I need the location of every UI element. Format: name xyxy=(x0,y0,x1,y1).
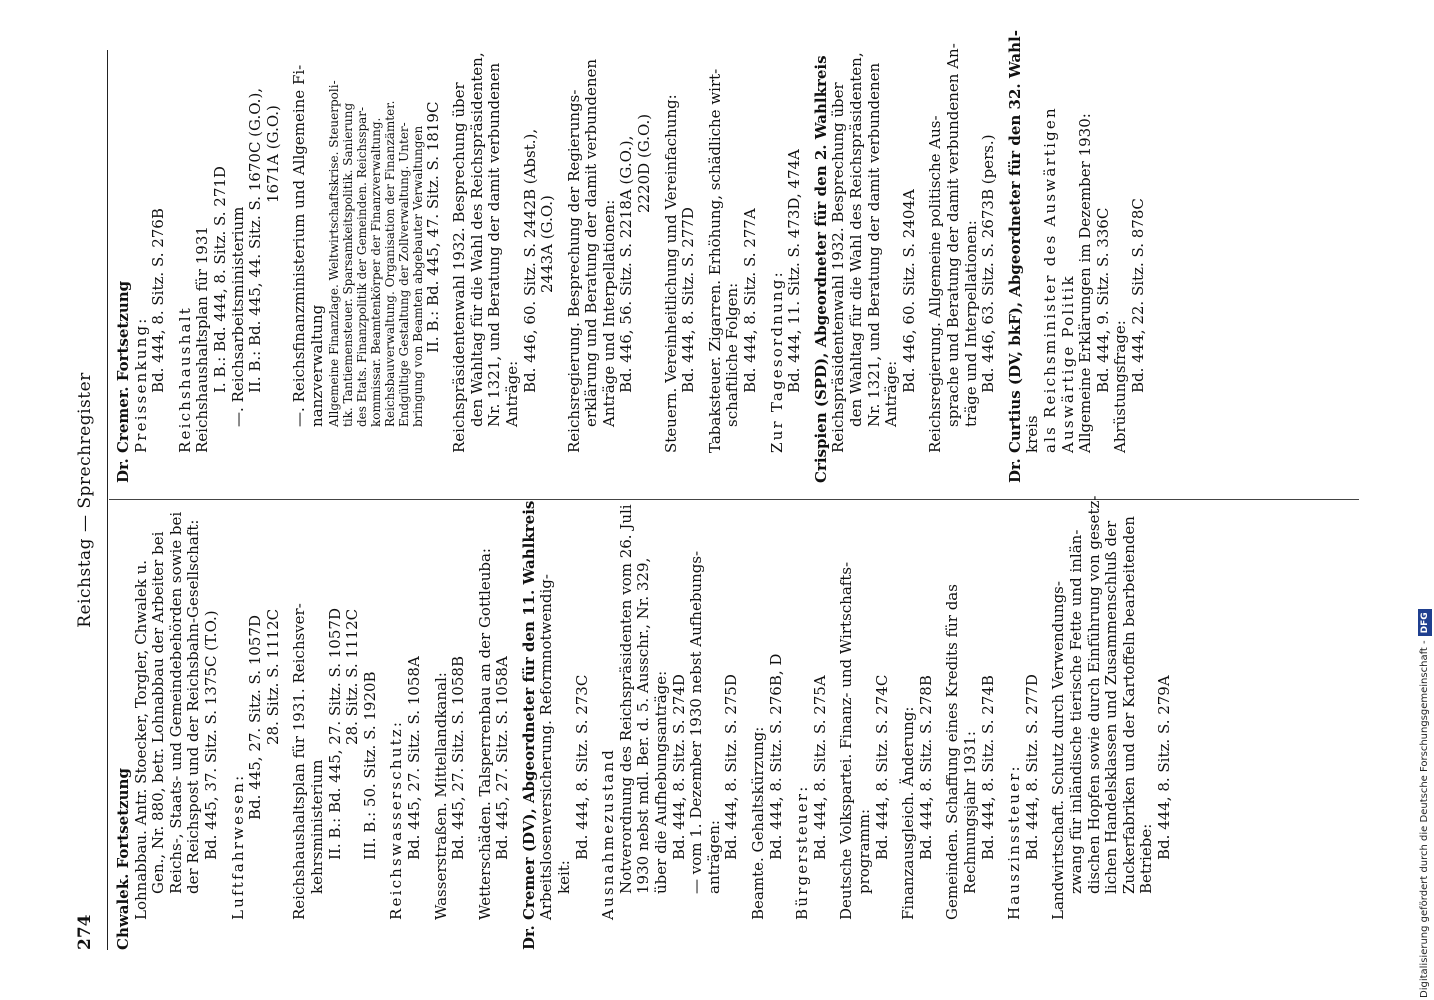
topic-line: Reichswasserschutz: xyxy=(387,719,406,920)
register-line: Betriebe: xyxy=(1137,823,1156,894)
register-line: kehrsministerium xyxy=(307,759,326,894)
topic-line: Tabaksteuer. Zigarren. Erhöhung, schädliche wirt- xyxy=(705,68,724,453)
register-line: keit: xyxy=(555,860,574,894)
topic-line: Arbeitslosenversicherung. Reformnotwendig- xyxy=(537,574,556,920)
topic-line: Beamte. Gehaltskürzung: xyxy=(749,726,767,920)
reference-line: Bd. 445, 37. Sitz. S. 1375C (T.O.) xyxy=(201,610,220,860)
reference-line: 28. Sitz. S. 1112C xyxy=(343,608,362,745)
topic-line: Reichspräsidentenwahl 1932. Besprechung über xyxy=(450,82,469,453)
register-line: anträgen: xyxy=(704,820,723,894)
reference-line: II. B.: Bd. 445, 44. Sitz. S. 1670C (G.O.), xyxy=(246,87,265,393)
topic-line: Wasserstraßen. Mittellandkanal: xyxy=(431,672,450,920)
reference-line: Bd. 444, 8. Sitz. S. 274D xyxy=(669,674,688,860)
topic-line: Bürgersteuer: xyxy=(793,784,812,920)
reference-line: Bd. 444, 8. Sitz. S. 278B xyxy=(916,675,935,860)
reference-line: Bd. 444, 11. Sitz. S. 473D, 474A xyxy=(785,149,804,393)
register-line: 1930 nebst mdl. Ber. d. 5. Ausschr., Nr. 329, xyxy=(634,557,653,894)
register-line: Zuckerfabriken und der Kartoffeln bearbeitenden xyxy=(1119,516,1138,894)
topic-line: Reichshaushalt xyxy=(175,306,194,453)
register-line: dischen Hopfen sowie durch Einführung von gesetz- xyxy=(1084,495,1103,894)
topic-line: Reichsregierung. Allgemeine politische Aus- xyxy=(926,115,945,453)
topic-line: Gemeinden. Schaffung eines Kredits für das xyxy=(943,584,962,920)
summary-line: kommissar. Beamtenkörper der Finanzverwaltung. xyxy=(368,117,383,427)
register-line: träge und Interpellationen: xyxy=(961,220,980,427)
speaker-heading: Dr. Cremer (DV), Abgeordneter für den 11. Wahlkreis xyxy=(519,500,538,950)
page-number: 274 xyxy=(75,914,95,950)
digitization-notice xyxy=(1418,8,1432,998)
reference-line: Bd. 444, 8. Sitz. S. 277D xyxy=(679,207,698,393)
left-column xyxy=(114,495,1182,950)
register-line: — vom 1. Dezember 1930 nebst Aufhebungs- xyxy=(687,550,706,894)
summary-line: Allgemeine Finanzlage. Weltwirtschaftskrise. Steuerpoli- xyxy=(326,80,341,427)
register-line: über die Aufhebungsanträge: xyxy=(652,670,671,894)
topic-line: Auswärtige Politik xyxy=(1058,274,1077,453)
register-line: zwang für inländische tierische Fette und inlän- xyxy=(1066,529,1085,894)
register-line: Anträge: xyxy=(502,360,521,427)
reference-line: Bd. 444, 8. Sitz. S. 273C xyxy=(572,674,591,860)
topic-line: Reichspräsidentenwahl 1932. Besprechung über xyxy=(829,82,848,453)
summary-line: Reichsbauverwaltung. Organisation der Finanzämter. xyxy=(382,100,397,427)
register-line: Nr. 1321, und Beratung der damit verbundenen xyxy=(864,62,883,427)
reference-line: Bd. 446, 60. Sitz. S. 2404A xyxy=(899,189,918,393)
topic-line: Zur Tagesordnung: xyxy=(767,270,786,453)
reference-line: 1671A (G.O.) xyxy=(263,105,282,203)
reference-line: Bd. 444, 8. Sitz. S. 279A xyxy=(1154,675,1173,860)
reference-line: Bd. 444, 8. Sitz. S. 275D xyxy=(722,674,741,860)
reference-line: Bd. 444, 9. Sitz. S. 336C xyxy=(1093,207,1112,393)
page-title: Reichstag — Sprechregister xyxy=(75,372,95,628)
register-line: —. Reichsfinanzministerium und Allgemeine Fi- xyxy=(290,64,309,427)
reference-line: Bd. 444, 8. Sitz. S. 277A xyxy=(741,208,760,393)
reference-line: II. B.: Bd. 445, 27. Sitz. S. 1057D xyxy=(325,608,344,860)
reference-line: 2443A (G.O.) xyxy=(538,195,557,293)
speaker-heading: Dr. Curtius (DV, bkF), Abgeordneter für den 32. Wahl- xyxy=(1005,30,1024,483)
reference-line: Bd. 445, 27. Sitz. S. 1057D xyxy=(246,615,265,820)
topic-line: als Reichsminister des Auswärtigen xyxy=(1040,106,1059,453)
register-line: Anträge und Interpellationen: xyxy=(599,199,618,427)
topic-line: Steuern. Vereinheitlichung und Vereinfachung: xyxy=(661,94,680,453)
reference-line: Bd. 444, 22. Sitz. S. 878C xyxy=(1128,198,1147,393)
reference-line: Bd. 444, 8. Sitz. S. 274B xyxy=(978,675,997,860)
running-head xyxy=(67,50,108,950)
register-line: sprache und Beratung der damit verbundenen An- xyxy=(943,43,962,427)
reference-line: Bd. 444, 8. Sitz. S. 275A xyxy=(810,675,829,860)
dfg-logo: DFG xyxy=(1418,609,1432,636)
reference-line: Bd. 446, 63. Sitz. S. 2673B (pers.) xyxy=(979,134,998,393)
reference-line: II. B.: Bd. 445, 47. Sitz. S. 1819C xyxy=(423,101,442,353)
rotated-register-page xyxy=(67,30,1367,950)
register-line: Gen., Nr. 880, betr. Lohnabbau der Arbeiter bei xyxy=(149,531,168,894)
summary-line: bringung von Beamten abgebauter Verwaltungen xyxy=(410,125,425,427)
reference-line: Bd. 445, 27. Sitz. S. 1058A xyxy=(493,656,512,860)
register-line: nanzverwaltung xyxy=(307,304,326,427)
register-line: lichen Handelsklassen und Zusammenschluß der xyxy=(1102,520,1121,894)
register-line: —. Reichsarbeitsministerium xyxy=(228,206,247,427)
topic-line: Ausnahmezustand xyxy=(599,747,618,920)
summary-line: des Etats. Finanzpolitik der Gemeinden. Reichsspar- xyxy=(354,106,369,427)
reference-line: I. B.: Bd. 444, 8. Sitz. S. 271D xyxy=(210,166,229,393)
right-column xyxy=(114,30,1157,483)
reference-line: Bd. 445, 27. Sitz. S. 1058B xyxy=(449,656,468,860)
reference-line: Bd. 444, 8. Sitz. S. 277D xyxy=(1022,674,1041,860)
register-line: erklärung und Beratung der damit verbundenen xyxy=(582,58,601,427)
topic-line: Reichshaushaltsplan für 1931. Reichsver- xyxy=(290,603,309,920)
reference-line: 2220D (G.O.) xyxy=(635,113,654,213)
topic-line: Landwirtschaft. Schutz durch Verwendungs- xyxy=(1049,581,1068,920)
register-line: Rechnungsjahr 1931: xyxy=(960,731,979,894)
reference-line: Bd. 445, 27. Sitz. S. 1058A xyxy=(404,656,423,860)
reference-line: III. B.: 50. Sitz. S. 1920B xyxy=(360,671,379,860)
register-line: Reichshaushaltsplan für 1931 xyxy=(193,226,212,453)
reference-line: 28. Sitz. S. 1112C xyxy=(263,608,282,745)
topic-line: Wetterschäden. Talsperrenbau an der Gottleuba: xyxy=(475,548,494,920)
register-line: Allgemeine Erklärungen im Dezember 1930: xyxy=(1076,113,1095,453)
register-line: Lohnabbau. Antr. Stoecker, Torgler, Chwalek u. xyxy=(131,559,150,920)
topic-line: Deutsche Volkspartei. Finanz- und Wirtschafts- xyxy=(837,561,856,920)
summary-line: tik. Tantiemensteuer. Sparsamkeitspolitik. Sanierung xyxy=(340,102,355,427)
speaker-heading: Dr. Cremer. Fortsetzung xyxy=(114,280,132,483)
register-line: Reichs-, Staats- und Gemeindebehörden sowie bei xyxy=(166,511,185,894)
speaker-heading: Crispien (SPD), Abgeordneter für den 2. Wahlkreis xyxy=(811,55,830,483)
reference-line: Bd. 444, 8. Sitz. S. 276B, D xyxy=(766,653,785,860)
column-divider xyxy=(109,499,1359,500)
topic-line: Luftfahrwesen: xyxy=(228,773,247,920)
reference-line: Bd. 446, 60. Sitz. S. 2442B (Abst.), xyxy=(520,128,539,393)
topic-line: Finanzausgleich. Änderung: xyxy=(899,706,918,920)
summary-line: Endgültige Gestaltung der Zollverwaltung. Unter- xyxy=(396,122,411,427)
topic-line: Hauszinssteuer: xyxy=(1005,764,1024,920)
reference-line: Bd. 444, 8. Sitz. S. 274C xyxy=(872,674,891,860)
register-line: schaftliche Folgen: xyxy=(723,282,742,427)
topic-line: Reichsregierung. Besprechung der Regierungs- xyxy=(564,89,583,453)
speaker-heading: Chwalek. Fortsetzung xyxy=(114,768,132,950)
register-line: der Reichspost und der Reichsbahn-Gesellschaft: xyxy=(184,519,203,894)
topic-line: Preissenkung: xyxy=(131,316,150,453)
register-line: Notverordnung des Reichspräsidenten vom 26. Juli xyxy=(616,504,635,894)
register-line: Nr. 1321, und Beratung der damit verbundenen xyxy=(485,62,504,427)
register-line: programm: xyxy=(854,808,873,894)
topic-line: Abrüstungsfrage: xyxy=(1111,320,1130,453)
register-line: Anträge: xyxy=(882,360,901,427)
register-line: kreis xyxy=(1023,415,1042,453)
register-line: den Wahltag für die Wahl des Reichspräsidenten, xyxy=(467,52,486,427)
register-line: den Wahltag für die Wahl des Reichspräsidenten, xyxy=(847,52,865,427)
reference-line: Bd. 446, 56. Sitz. S. 2218A (G.O.), xyxy=(617,135,636,393)
digitization-text: Digitalisierung gefördert durch die Deutsche Forschungsgemeinschaft - xyxy=(1419,640,1430,998)
reference-line: Bd. 444, 8. Sitz. S. 276B xyxy=(149,208,168,393)
